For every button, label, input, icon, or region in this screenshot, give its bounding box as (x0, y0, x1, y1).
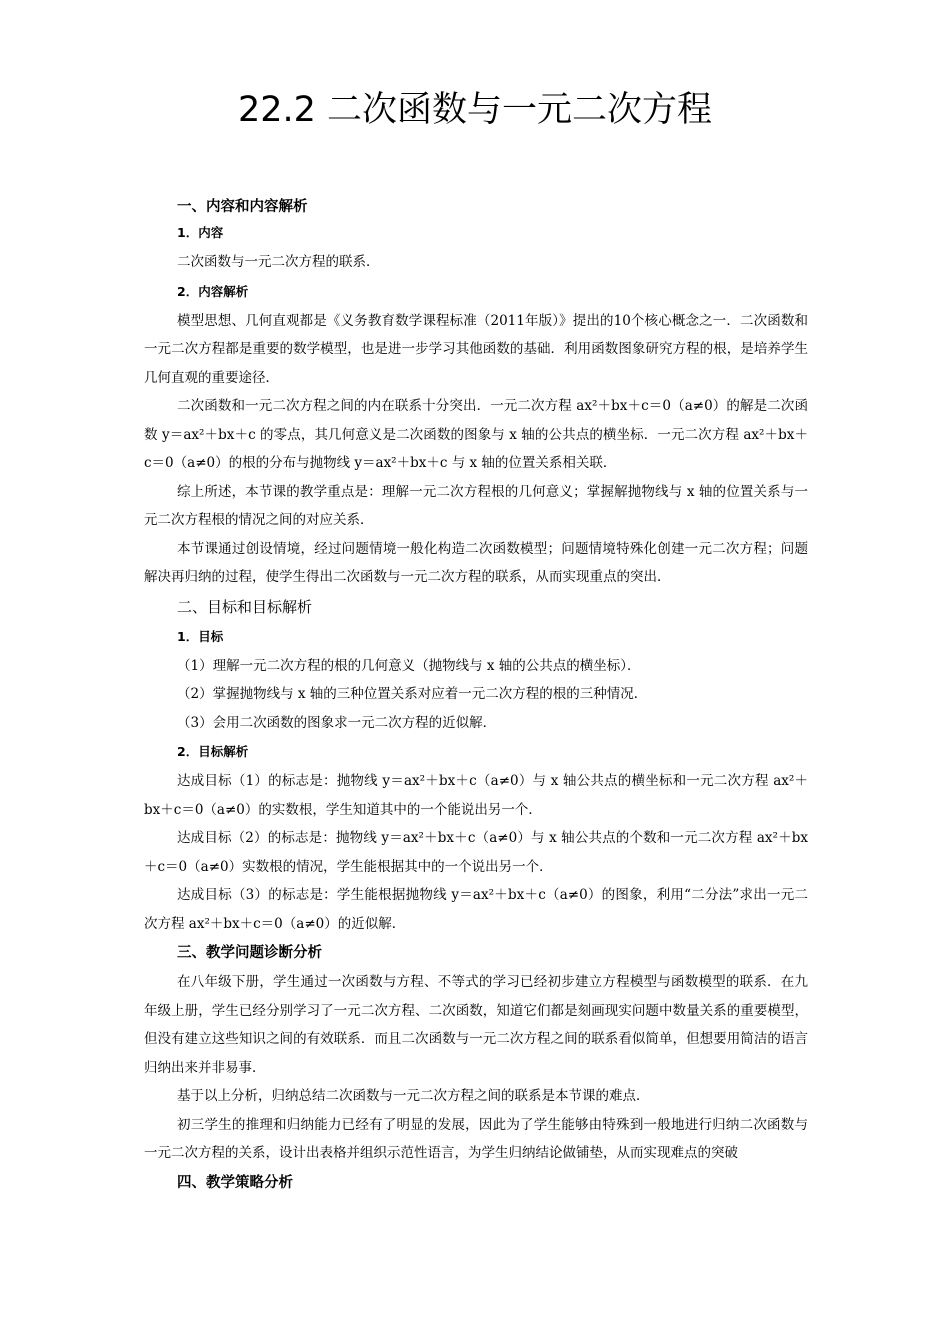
subheading-goals: 1．目标 (177, 628, 224, 644)
goal-1: （1）理解一元二次方程的根的几何意义（抛物线与 x 轴的公共点的横坐标）． (177, 657, 641, 674)
paragraph-analysis-2: 二次函数和一元二次方程之间的内在联系十分突出．一元二次方程 ax²＋bx＋c＝0（a≠0）的解是二次函数 y＝ax²＋bx＋c 的零点，其几何意义是二次函数的图象与 x 轴的公共点的横坐标．一元二次方程 ax²＋bx＋c＝0（a≠0）的根的分布与抛物线 y＝ax²＋bx＋c 与 x 轴的位置关系相关联． (144, 398, 808, 471)
goal-3: （3）会用二次函数的图象求一元二次方程的近似解． (177, 714, 497, 731)
section-heading-3: 三、教学问题诊断分析 (177, 945, 322, 961)
section-heading-2: 二、目标和目标解析 (177, 597, 313, 616)
paragraph-analysis-1: 模型思想、几何直观都是《义务教育数学课程标准（2011年版）》提出的10个核心概念之一．二次函数和一元二次方程都是重要的数学模型，也是进一步学习其他函数的基础．利用函数图象研究方程的根，是培养学生几何直观的重要途径． (144, 312, 808, 386)
goal-analysis-2: 达成目标（2）的标志是：抛物线 y＝ax²＋bx＋c（a≠0）与 x 轴公共点的个数和一元二次方程 ax²＋bx＋c＝0（a≠0）实数根的情况，学生能根据其中的一个说出另一个． (144, 830, 808, 875)
section-heading-1: 一、内容和内容解析 (177, 199, 308, 215)
subheading-content: 1．内容 (177, 225, 224, 240)
paragraph-analysis-4: 本节课通过创设情境，经过问题情境一般化构造二次函数模型；问题情境特殊化创建一元二次方程；问题解决再归纳的过程，使学生得出二次函数与一元二次方程的联系，从而实现重点的突出． (144, 540, 808, 585)
subheading-goal-analysis: 2．目标解析 (177, 744, 249, 759)
document-body (144, 196, 808, 1198)
goal-analysis-3: 达成目标（3）的标志是：学生能根据抛物线 y＝ax²＋bx＋c（a≠0）的图象，利用“二分法”求出一元二次方程 ax²＋bx＋c＝0（a≠0）的近似解． (144, 887, 808, 932)
diagnosis-paragraph-2: 基于以上分析，归纳总结二次函数与一元二次方程之间的联系是本节课的难点． (177, 1088, 650, 1104)
section-heading-4: 四、教学策略分析 (177, 1174, 293, 1191)
page-title: 22.2 二次函数与一元二次方程 (237, 90, 713, 130)
diagnosis-paragraph-1: 在八年级下册，学生通过一次函数与方程、不等式的学习已经初步建立方程模型与函数模型的联系．在九年级上册，学生已经分别学习了一元二次方程、二次函数，知道它们都是刻画现实问题中数量关系的重要模型，但没有建立这些知识之间的有效联系．而且二次函数与一元二次方程之间的联系看似简单，但想要用简洁的语言归纳出来并非易事． (144, 974, 808, 1076)
diagnosis-paragraph-3: 初三学生的推理和归纳能力已经有了明显的发展，因此为了学生能够由特殊到一般地进行归纳二次函数与一元二次方程的关系，设计出表格并组织示范性语言，为学生归纳结论做铺垫，从而实现难点的突破 (144, 1116, 808, 1161)
paragraph-content: 二次函数与一元二次方程的联系． (177, 254, 380, 270)
subheading-content-analysis: 2．内容解析 (177, 283, 249, 299)
paragraph-analysis-3: 综上所述，本节课的教学重点是：理解一元二次方程根的几何意义；掌握解抛物线与 x 轴的位置关系与一元二次方程根的情况之间的对应关系． (144, 483, 808, 528)
goal-analysis-1: 达成目标（1）的标志是：抛物线 y＝ax²＋bx＋c（a≠0）与 x 轴公共点的横坐标和一元二次方程 ax²＋bx＋c＝0（a≠0）的实数根，学生知道其中的一个能说出另一个． (144, 773, 808, 818)
goal-2: （2）掌握抛物线与 x 轴的三种位置关系对应着一元二次方程的根的三种情况． (177, 686, 648, 702)
